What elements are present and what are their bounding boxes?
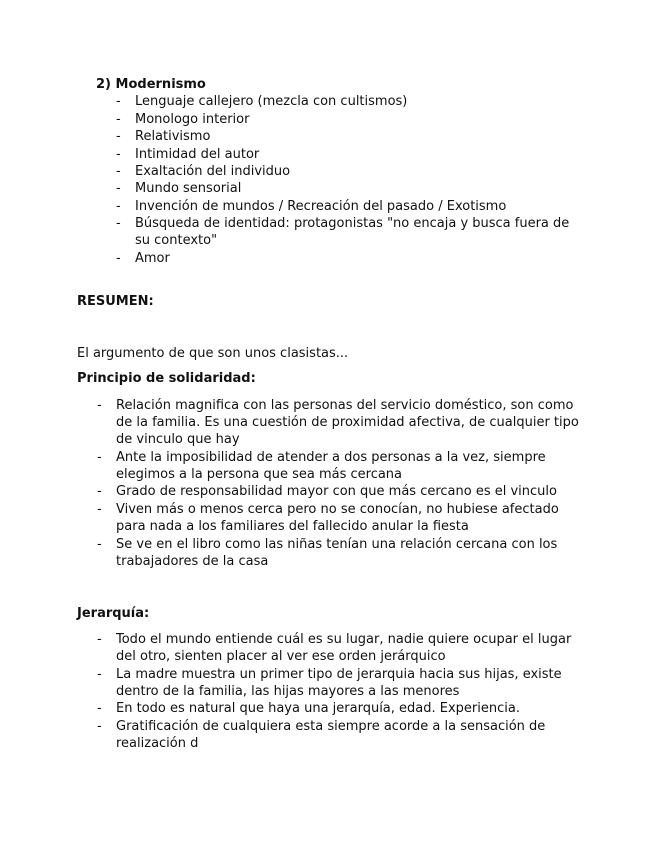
modernismo-item-continuation: su contexto": [135, 233, 218, 248]
modernismo-number: 2): [96, 77, 111, 92]
jerarquia-item: En todo es natural que haya una jerarquía, edad. Experiencia.: [116, 701, 520, 716]
modernismo-item: Monologo interior: [135, 112, 250, 127]
jerarquia-item-continuation: del otro, sienten placer al ver ese orden jerárquico: [116, 649, 446, 664]
bullet-dash: -: [97, 632, 102, 647]
jerarquia-item: Todo el mundo entiende cuál es su lugar, nadie quiere ocupar el lugar: [116, 632, 572, 647]
bullet-dash: -: [116, 251, 121, 266]
modernismo-item: Amor: [135, 251, 170, 266]
modernismo-item: Intimidad del autor: [135, 147, 260, 162]
modernismo-item: Exaltación del individuo: [135, 164, 291, 179]
bullet-dash: -: [97, 450, 102, 465]
bullet-dash: -: [97, 502, 102, 517]
bullet-dash: -: [116, 181, 121, 196]
modernismo-heading: [96, 76, 206, 93]
modernismo-item: Mundo sensorial: [135, 181, 242, 196]
modernismo-item: Relativismo: [135, 129, 211, 144]
bullet-dash: -: [116, 199, 121, 214]
jerarquia-item: Gratificación de cualquiera esta siempre acorde a la sensación de: [116, 719, 546, 734]
solidaridad-item: Se ve en el libro como las niñas tenían una relación cercana con los: [116, 537, 558, 552]
jerarquia-heading: Jerarquía:: [77, 606, 150, 621]
bullet-dash: -: [116, 94, 121, 109]
jerarquia-item: La madre muestra un primer tipo de jerarquia hacia sus hijas, existe: [116, 667, 562, 682]
bullet-dash: -: [97, 667, 102, 682]
jerarquia-item-continuation: dentro de la familia, las hijas mayores a las menores: [116, 684, 460, 699]
solidaridad-item: Viven más o menos cerca pero no se conocían, no hubiese afectado: [116, 502, 559, 517]
bullet-dash: -: [116, 216, 121, 231]
solidaridad-item: Ante la imposibilidad de atender a dos personas a la vez, siempre: [116, 450, 546, 465]
bullet-dash: -: [97, 701, 102, 716]
bullet-dash: -: [116, 129, 121, 144]
modernismo-item: Invención de mundos / Recreación del pasado / Exotismo: [135, 199, 507, 214]
bullet-dash: -: [116, 112, 121, 127]
bullet-dash: -: [97, 537, 102, 552]
resumen-heading: RESUMEN:: [77, 294, 154, 309]
solidaridad-item-continuation: de la familia. Es una cuestión de proximidad afectiva, de cualquier tipo: [116, 415, 579, 430]
bullet-dash: -: [97, 719, 102, 734]
bullet-dash: -: [97, 484, 102, 499]
bullet-dash: -: [97, 398, 102, 413]
solidaridad-item-continuation: de vinculo que hay: [116, 432, 240, 447]
solidaridad-item-continuation: elegimos a la persona que sea más cercana: [116, 467, 403, 482]
intro-paragraph: El argumento de que son unos clasistas...: [77, 346, 349, 361]
modernismo-item: Lenguaje callejero (mezcla con cultismos): [135, 94, 408, 109]
bullet-dash: -: [116, 164, 121, 179]
solidaridad-item: Grado de responsabilidad mayor con que más cercano es el vinculo: [116, 484, 557, 499]
jerarquia-item-continuation: realización d: [116, 736, 199, 751]
solidaridad-heading: Principio de solidaridad:: [77, 371, 256, 386]
modernismo-item: Búsqueda de identidad: protagonistas "no encaja y busca fuera de: [135, 216, 570, 231]
solidaridad-item: Relación magnifica con las personas del servicio doméstico, son como: [116, 398, 574, 413]
bullet-dash: -: [116, 147, 121, 162]
modernismo-title: Modernismo: [115, 77, 206, 92]
solidaridad-item-continuation: para nada a los familiares del fallecido anular la fiesta: [116, 519, 469, 534]
solidaridad-item-continuation: trabajadores de la casa: [116, 554, 269, 569]
